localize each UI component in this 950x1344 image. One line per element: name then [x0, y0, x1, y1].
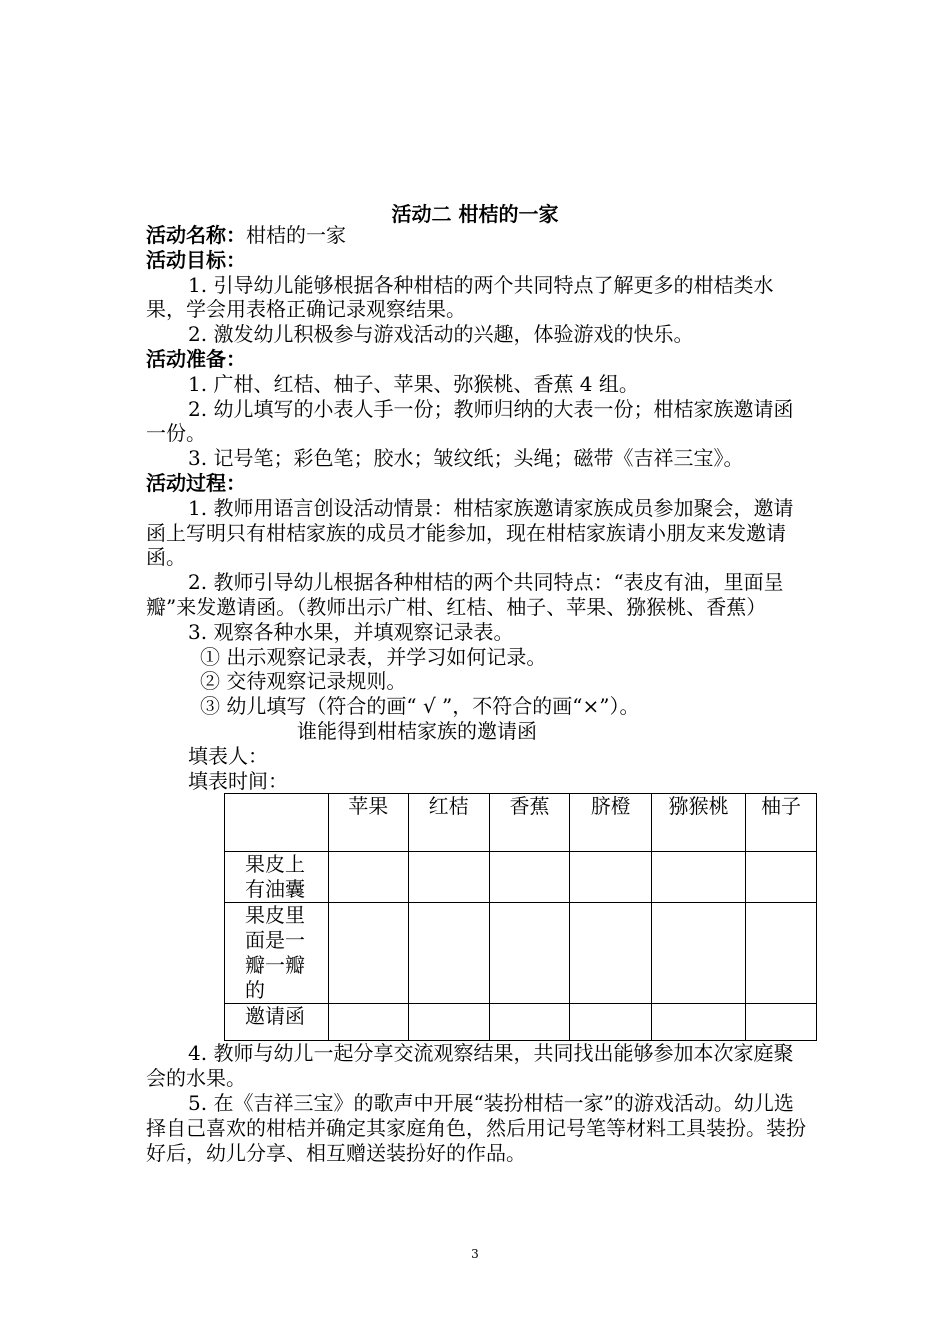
document-body — [146, 223, 811, 1165]
table-cell[interactable] — [746, 903, 817, 1004]
row-header-line: 果皮里 — [245, 903, 305, 928]
prep-item: 1. 广柑、红桔、柚子、苹果、弥猴桃、香蕉 4 组。 — [188, 371, 639, 396]
prep-heading: 活动准备： — [146, 346, 246, 371]
process-item: 5. 在《吉祥三宝》的歌声中开展“装扮柑桔一家”的游戏活动。幼儿选择自己喜欢的柑桔并确定其家庭角色，然后用记号笔等材料工具装扮。装扮好后，幼儿分享、相互赠送装扮好的作品。 — [146, 1090, 806, 1165]
process-subitem: ③ 幼儿填写（符合的画“ √ ”，不符合的画“×”）。 — [200, 694, 640, 719]
row-header-line: 果皮上 — [245, 852, 305, 877]
table-header-cell: 猕猴桃 — [652, 794, 746, 852]
table-caption: 谁能得到柑桔家族的邀请函 — [297, 718, 537, 743]
table-header-cell: 香蕉 — [489, 794, 570, 852]
table-header-row — [225, 794, 817, 852]
table-cell[interactable] — [408, 1004, 489, 1041]
table-header-cell: 柚子 — [746, 794, 817, 852]
table-cell[interactable] — [489, 903, 570, 1004]
process-item: 4. 教师与幼儿一起分享交流观察结果，共同找出能够参加本次家庭聚会的水果。 — [146, 1041, 794, 1091]
table-cell[interactable] — [746, 1004, 817, 1041]
table-row — [225, 852, 817, 903]
table-header-cell: 红桔 — [408, 794, 489, 852]
row-header-line: 的 — [245, 978, 265, 1003]
table-cell[interactable] — [328, 852, 408, 903]
activity-name-value: 柑桔的一家 — [246, 223, 346, 247]
table-row-header — [225, 852, 329, 903]
table-cell[interactable] — [489, 852, 570, 903]
table-cell[interactable] — [570, 852, 652, 903]
process-item: 2. 教师引导幼儿根据各种柑桔的两个共同特点：“表皮有油，里面呈瓣”来发邀请函。（教师出示广柑、红桔、柚子、苹果、猕猴桃、香蕉） — [146, 570, 784, 619]
activity-title: 活动二 柑桔的一家 — [391, 202, 559, 226]
row-header-line: 有油囊 — [245, 877, 305, 902]
activity-name-line — [146, 223, 811, 248]
process-heading: 活动过程： — [146, 470, 246, 495]
table-cell[interactable] — [746, 852, 817, 903]
table-row-header — [225, 903, 329, 1004]
prep-item: 3. 记号笔；彩色笔；胶水；皱纹纸；头绳；磁带《吉祥三宝》。 — [188, 446, 744, 471]
process-subitem: ② 交待观察记录规则。 — [200, 669, 407, 694]
table-cell[interactable] — [652, 903, 746, 1004]
process-item: 1. 教师用语言创设活动情景：柑桔家族邀请家族成员参加聚会，邀请函上写明只有柑桔家族的成员才能参加，现在柑桔家族请小朋友来发邀请函。 — [146, 495, 794, 570]
table-cell[interactable] — [652, 1004, 746, 1041]
goal-item: 2. 激发幼儿积极参与游戏活动的兴趣，体验游戏的快乐。 — [188, 322, 694, 347]
table-cell[interactable] — [570, 903, 652, 1004]
table-cell[interactable] — [408, 852, 489, 903]
filler-line: 填表人： — [188, 743, 268, 768]
table-row — [225, 1004, 817, 1041]
goals-heading: 活动目标： — [146, 247, 246, 272]
table-row — [225, 903, 817, 1004]
goal-item: 1. 引导幼儿能够根据各种柑桔的两个共同特点了解更多的柑桔类水果，学会用表格正确记录观察结果。 — [146, 272, 774, 322]
table-corner-cell — [225, 794, 329, 852]
table-cell[interactable] — [328, 903, 408, 1004]
prep-item: 2. 幼儿填写的小表人手一份；教师归纳的大表一份；柑桔家族邀请函一份。 — [146, 396, 794, 446]
table-cell[interactable] — [570, 1004, 652, 1041]
table-header-cell: 苹果 — [328, 794, 408, 852]
table-cell[interactable] — [408, 903, 489, 1004]
table-cell[interactable] — [652, 852, 746, 903]
table-row-header: 邀请函 — [225, 1004, 329, 1041]
table-cell[interactable] — [328, 1004, 408, 1041]
row-header-line: 瓣一瓣 — [245, 953, 305, 978]
page-number: 3 — [471, 1247, 479, 1261]
fill-time-line: 填表时间： — [188, 768, 288, 793]
row-header-line: 面是一 — [245, 928, 305, 953]
table-header-cell: 脐橙 — [570, 794, 652, 852]
process-subitem: ① 出示观察记录表，并学习如何记录。 — [200, 644, 547, 669]
observation-table — [224, 793, 817, 1041]
activity-name-label: 活动名称： — [146, 223, 246, 247]
table-cell[interactable] — [489, 1004, 570, 1041]
process-item: 3. 观察各种水果，并填观察记录表。 — [188, 619, 514, 644]
